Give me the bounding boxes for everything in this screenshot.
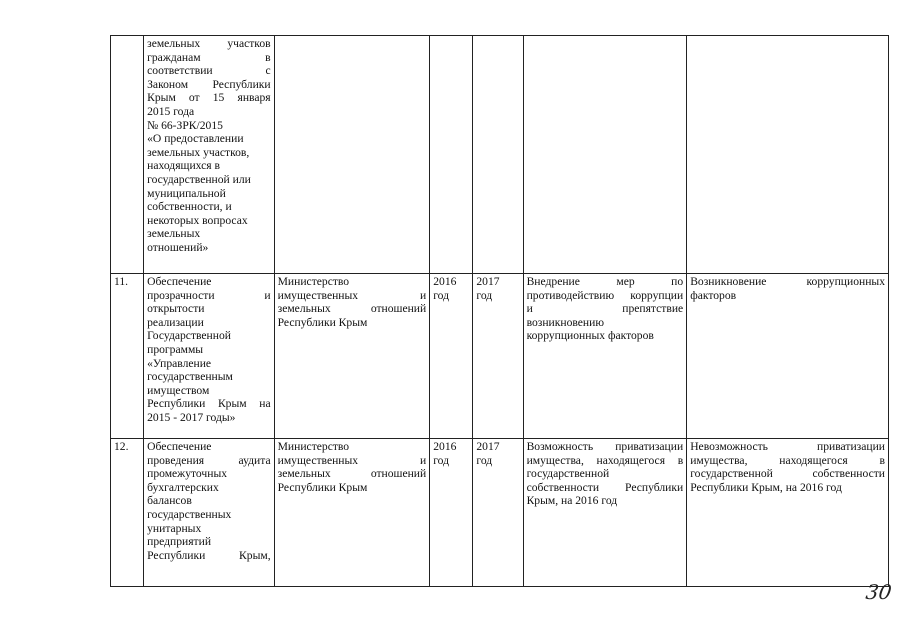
- cell-text-line: возникновению: [526, 315, 604, 329]
- table-row: [111, 274, 889, 439]
- cell-text-line: Возможность приватизации: [526, 440, 684, 453]
- expected-result-cell: [523, 439, 687, 587]
- cell-text-line: Обеспечение: [147, 275, 212, 288]
- event-cell: [144, 439, 275, 587]
- cell-text-line: собственности Республики: [526, 480, 684, 494]
- cell-text-line: земельных участков,: [147, 145, 250, 159]
- expected-result-cell: [523, 274, 687, 439]
- cell-text-line: земельных участков: [147, 37, 271, 50]
- risk-cell: [687, 274, 889, 439]
- cell-text-line: Крым от 15 января: [147, 91, 271, 105]
- cell-text-line: земельных: [147, 227, 201, 241]
- risk-cell: [687, 439, 889, 587]
- cell-text-line: Возникновение коррупционных: [690, 275, 885, 288]
- cell-text-line: и препятствие: [526, 302, 684, 316]
- cell-text-line: Крым, на 2016 год: [526, 494, 618, 508]
- cell-text-line: государственных: [147, 507, 232, 521]
- cell-text-line: открытости: [147, 302, 205, 316]
- end-year-cell: [473, 274, 523, 439]
- cell-text-line: Министерство: [277, 275, 350, 288]
- row-number-text: 12.: [114, 440, 129, 453]
- cell-text-line: муниципальной: [147, 186, 226, 200]
- cell-text-line: программы: [147, 342, 204, 356]
- cell-text-line: 2015 - 2017 годы»: [147, 410, 236, 424]
- start-year-cell: [430, 274, 473, 439]
- cell-text-line: противодействию коррупции: [526, 288, 684, 302]
- executor-cell: [274, 36, 430, 274]
- start-year-cell: [430, 439, 473, 587]
- row-number-text: 11.: [114, 275, 129, 288]
- row-number: [111, 36, 144, 274]
- cell-text-line: Республики Крым, на 2016 год: [690, 480, 842, 494]
- cell-text-line: Государственной: [147, 329, 231, 343]
- cell-text-line: имущества, находящегося в: [690, 453, 885, 467]
- cell-text-line: земельных отношений: [277, 467, 427, 481]
- end-year-cell-text: 2017 год: [476, 440, 500, 467]
- table-row: [111, 439, 889, 587]
- cell-text-line: «О предоставлении: [147, 132, 244, 146]
- cell-text-line: имущества, находящегося в: [526, 453, 684, 467]
- cell-text-line: находящихся в: [147, 159, 220, 173]
- risk-cell: [687, 36, 889, 274]
- executor-cell: [274, 274, 430, 439]
- cell-text-line: имущественных и: [277, 453, 427, 467]
- cell-text-line: Обеспечение: [147, 440, 212, 453]
- start-year-cell-text: 2016 год: [433, 440, 457, 467]
- cell-text-line: реализации: [147, 315, 204, 329]
- cell-text-line: Невозможность приватизации: [690, 440, 885, 453]
- cell-text-line: отношений»: [147, 240, 209, 254]
- cell-text-line: имущественных и: [277, 288, 427, 302]
- cell-text-line: имуществом: [147, 383, 210, 397]
- cell-text-line: унитарных: [147, 521, 202, 535]
- cell-text-line: государственной: [526, 467, 610, 481]
- end-year-cell: [473, 439, 523, 587]
- cell-text-line: «Управление: [147, 356, 212, 370]
- start-year-cell: [430, 36, 473, 274]
- expected-result-cell: [523, 36, 687, 274]
- cell-text-line: Республики Крым на: [147, 397, 271, 411]
- executor-cell: [274, 439, 430, 587]
- cell-text-line: 2015 года: [147, 104, 195, 118]
- cell-text-line: Республики Крым: [277, 480, 368, 494]
- cell-text-line: Внедрение мер по: [526, 275, 684, 288]
- cell-text-line: Республики Крым,: [147, 548, 271, 562]
- end-year-cell-text: 2017 год: [476, 275, 500, 302]
- cell-text-line: собственности, и: [147, 200, 232, 214]
- cell-text-line: № 66-ЗРК/2015: [147, 118, 223, 132]
- cell-text-line: государственным: [147, 370, 233, 384]
- row-number: [111, 439, 144, 587]
- measures-table: [110, 35, 889, 587]
- cell-text-line: балансов: [147, 494, 192, 508]
- page-number: 30: [864, 580, 894, 604]
- cell-text-line: Законом Республики: [147, 77, 271, 91]
- table-row: [111, 36, 889, 274]
- cell-text-line: промежуточных: [147, 467, 228, 481]
- cell-text-line: государственной или: [147, 172, 251, 186]
- cell-text-line: прозрачности и: [147, 288, 271, 302]
- cell-text-line: государственной собственности: [690, 467, 885, 481]
- end-year-cell: [473, 36, 523, 274]
- cell-text-line: факторов: [690, 288, 737, 302]
- event-cell: [144, 36, 275, 274]
- cell-text-line: предприятий: [147, 535, 212, 549]
- cell-text-line: земельных отношений: [277, 302, 427, 316]
- cell-text-line: некоторых вопросах: [147, 213, 248, 227]
- cell-text-line: Министерство: [277, 440, 350, 453]
- start-year-cell-text: 2016 год: [433, 275, 457, 302]
- row-number: [111, 274, 144, 439]
- cell-text-line: гражданам в: [147, 50, 271, 64]
- event-cell: [144, 274, 275, 439]
- cell-text-line: Республики Крым: [277, 315, 368, 329]
- cell-text-line: коррупционных факторов: [526, 329, 654, 343]
- cell-text-line: бухгалтерских: [147, 480, 219, 494]
- cell-text-line: соответствии с: [147, 64, 271, 78]
- cell-text-line: проведения аудита: [147, 453, 271, 467]
